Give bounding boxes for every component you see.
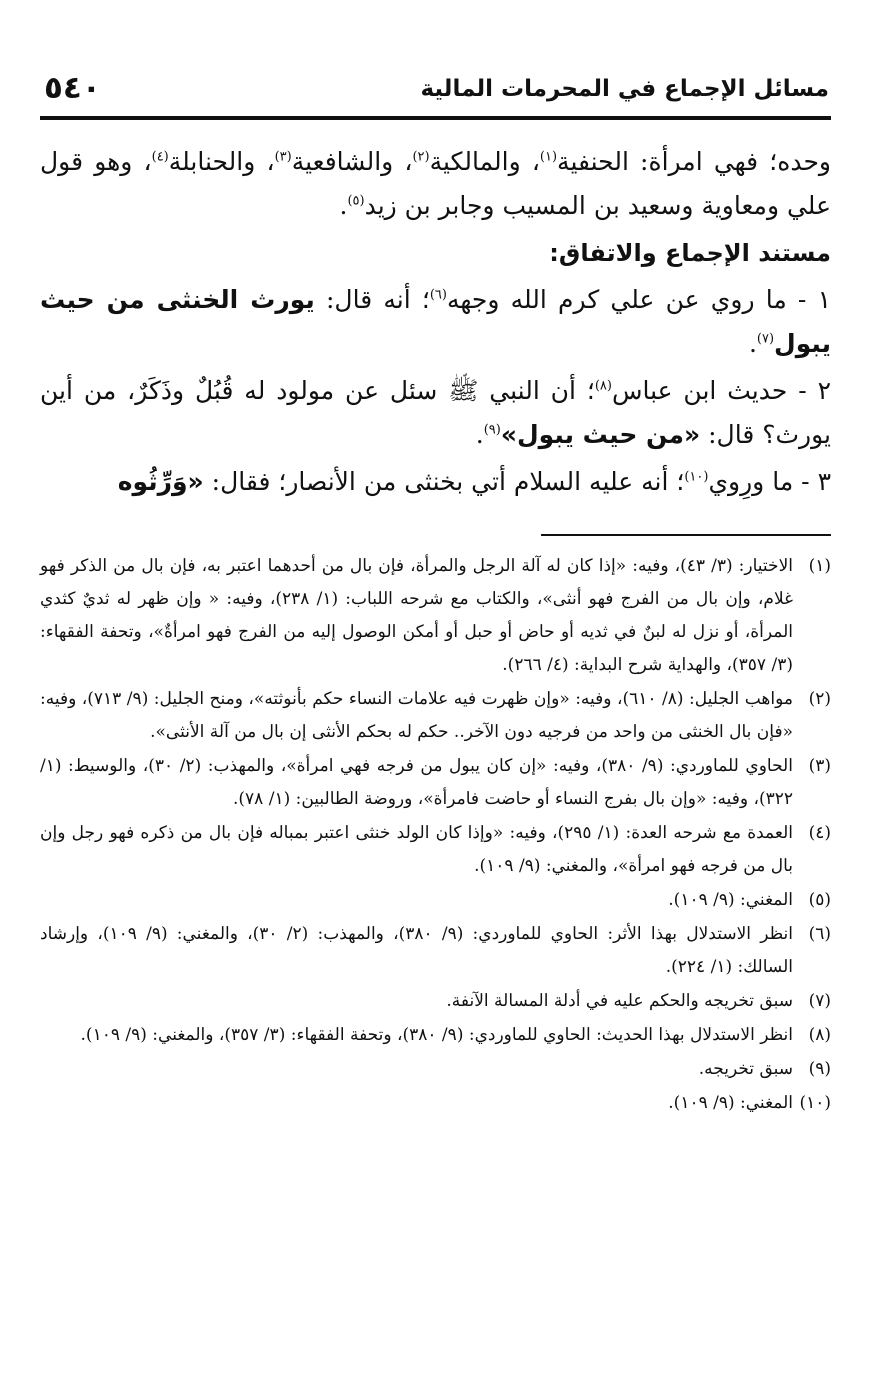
footnote-ref: (١٠) bbox=[684, 469, 709, 485]
footnote-ref: (٦) bbox=[429, 287, 447, 303]
footnote bbox=[40, 918, 831, 984]
footnote-number: (١) bbox=[808, 556, 831, 576]
footnote bbox=[40, 817, 831, 883]
footnote-text: العمدة مع شرحه العدة: (١/ ٢٩٥)، وفيه: «وإذا كان الولد خنثى اعتبر بمباله فإن بال من ذكره فهو رجل وإن بال من فرجه فهو امرأة»، والمغني: (٩/ ١٠٩). bbox=[40, 823, 793, 876]
footnote-number: (١٠) bbox=[799, 1093, 831, 1113]
evidence-item-2: ٢ - حديث ابن عباس$^{(٨)}$؛ أن النبي ﷺ سئل عن مولود له قُبُلٌ وذَكَرٌ، من أين يورث؟ قال: «من حيث يبول»$^{(٩)}$. bbox=[40, 376, 831, 449]
footnote-number: (٨) bbox=[808, 1025, 831, 1045]
page-number: ٥٤٠ bbox=[44, 70, 101, 106]
section-heading: مستند الإجماع والاتفاق: bbox=[549, 239, 831, 267]
quoted-hadith: «من حيث يبول» bbox=[500, 420, 701, 449]
footnote-text: المغني: (٩/ ١٠٩). bbox=[668, 890, 793, 910]
footnote-text: المغني: (٩/ ١٠٩). bbox=[668, 1093, 793, 1113]
footnote-ref: (٣) bbox=[274, 149, 292, 165]
footnote-ref: (٨) bbox=[594, 378, 612, 394]
footnote-text: الحاوي للماوردي: (٩/ ٣٨٠)، وفيه: «إن كان يبول من فرجه فهي امرأة»، والمهذب: (٢/ ٣٠)، والوسيط: (١/ ٣٢٢)، وفيه: «وإن بال بفرج النساء أو حاضت فامرأة»، وروضة الطالبين: (١/ ٧٨). bbox=[40, 756, 793, 809]
footnote bbox=[40, 985, 831, 1018]
footnote-number: (٩) bbox=[808, 1059, 831, 1079]
footnote-ref: (١) bbox=[539, 149, 558, 165]
footnote-ref: (٥) bbox=[347, 193, 365, 209]
footnote-text: مواهب الجليل: (٨/ ٦١٠)، وفيه: «وإن ظهرت فيه علامات النساء حكم بأنوثته»، ومنح الجليل: (٩/ ٧١٣)، وفيه: «فإن بال الخنثى من واحد من فرجيه دون الآخر.. حكم له بحكم الأنثى إن بال من آلة الأنثى». bbox=[40, 689, 793, 742]
footnote-ref: (٧) bbox=[756, 331, 775, 347]
quoted-hadith: «وَرِّثُوه bbox=[117, 467, 204, 496]
running-title: مسائل الإجماع في المحرمات المالية bbox=[420, 76, 829, 102]
footnote bbox=[40, 1019, 831, 1052]
footnote-text: انظر الاستدلال بهذا الأثر: الحاوي للماوردي: (٩/ ٣٨٠)، والمهذب: (٢/ ٣٠)، والمغني: (٩/ ١٠٩)، وإرشاد السالك: (١/ ٢٢٤). bbox=[40, 924, 793, 977]
main-text bbox=[40, 140, 831, 504]
footnote bbox=[40, 683, 831, 749]
footnote bbox=[40, 884, 831, 917]
footnote bbox=[40, 1087, 831, 1120]
footnote-text: الاختيار: (٣/ ٤٣)، وفيه: «إذا كان له آلة الرجل والمرأة، فإن بال من أحدهما اعتبر به، فإن بال من الذكر فهو غلام، وإن بال من الفرج فهو أنثى»، والكتاب مع شرحه اللباب: (١/ ٢٣٨)، وفيه: « وإن ظهر له ثديٌ كثدي المرأة، أو نزل له لبنٌ في ثديه أو حاض أو حبل أو أمكن الوصول إليه من الفرج فهو امرأةٌ»، وتحفة الفقهاء: (٣/ ٣٥٧)، والهداية شرح البداية: (٤/ ٢٦٦). bbox=[40, 556, 793, 675]
footnote-text: سبق تخريجه. bbox=[698, 1059, 793, 1079]
footnote-separator bbox=[541, 534, 831, 536]
footnote-ref: (٤) bbox=[151, 149, 169, 165]
footnote-ref: (٩) bbox=[483, 422, 501, 438]
page-header bbox=[40, 68, 831, 120]
quoted-statement: يورث الخنثى من حيث يبول bbox=[40, 285, 831, 358]
footnote-number: (٣) bbox=[808, 756, 831, 776]
footnote-number: (٢) bbox=[808, 689, 831, 709]
paragraph-madhhabs: وحده؛ فهي امرأة: الحنفية$^{(١)}$، والمالكية$^{(٢)}$، والشافعية$^{(٣)}$، والحنابلة$^{(٤)}$، وهو قول علي ومعاوية وسعيد بن المسيب وجابر بن زيد$^{(٥)}$. bbox=[40, 147, 831, 220]
footnote bbox=[40, 1053, 831, 1086]
footnote-number: (٥) bbox=[808, 890, 831, 910]
evidence-item-1: ١ - ما روي عن علي كرم الله وجهه$^{(٦)}$؛ أنه قال: يورث الخنثى من حيث يبول$^{(٧)}$. bbox=[40, 285, 832, 358]
footnote-number: (٧) bbox=[808, 991, 831, 1011]
footnote-text: انظر الاستدلال بهذا الحديث: الحاوي للماوردي: (٩/ ٣٨٠)، وتحفة الفقهاء: (٣/ ٣٥٧)، والمغني: (٩/ ١٠٩). bbox=[80, 1025, 793, 1045]
footnote-number: (٤) bbox=[808, 823, 831, 843]
footnote bbox=[40, 550, 831, 682]
evidence-item-3: ٣ - ما ورِوي$^{(١٠)}$؛ أنه عليه السلام أتي بخنثى من الأنصار؛ فقال: «وَرِّثُوه bbox=[117, 467, 831, 496]
book-page bbox=[40, 68, 831, 1374]
footnote-ref: (٢) bbox=[412, 149, 430, 165]
footnote-text: سبق تخريجه والحكم عليه في أدلة المسالة الآنفة. bbox=[446, 991, 793, 1011]
footnotes-section bbox=[40, 550, 831, 1120]
footnote bbox=[40, 750, 831, 816]
footnote-number: (٦) bbox=[808, 924, 831, 944]
